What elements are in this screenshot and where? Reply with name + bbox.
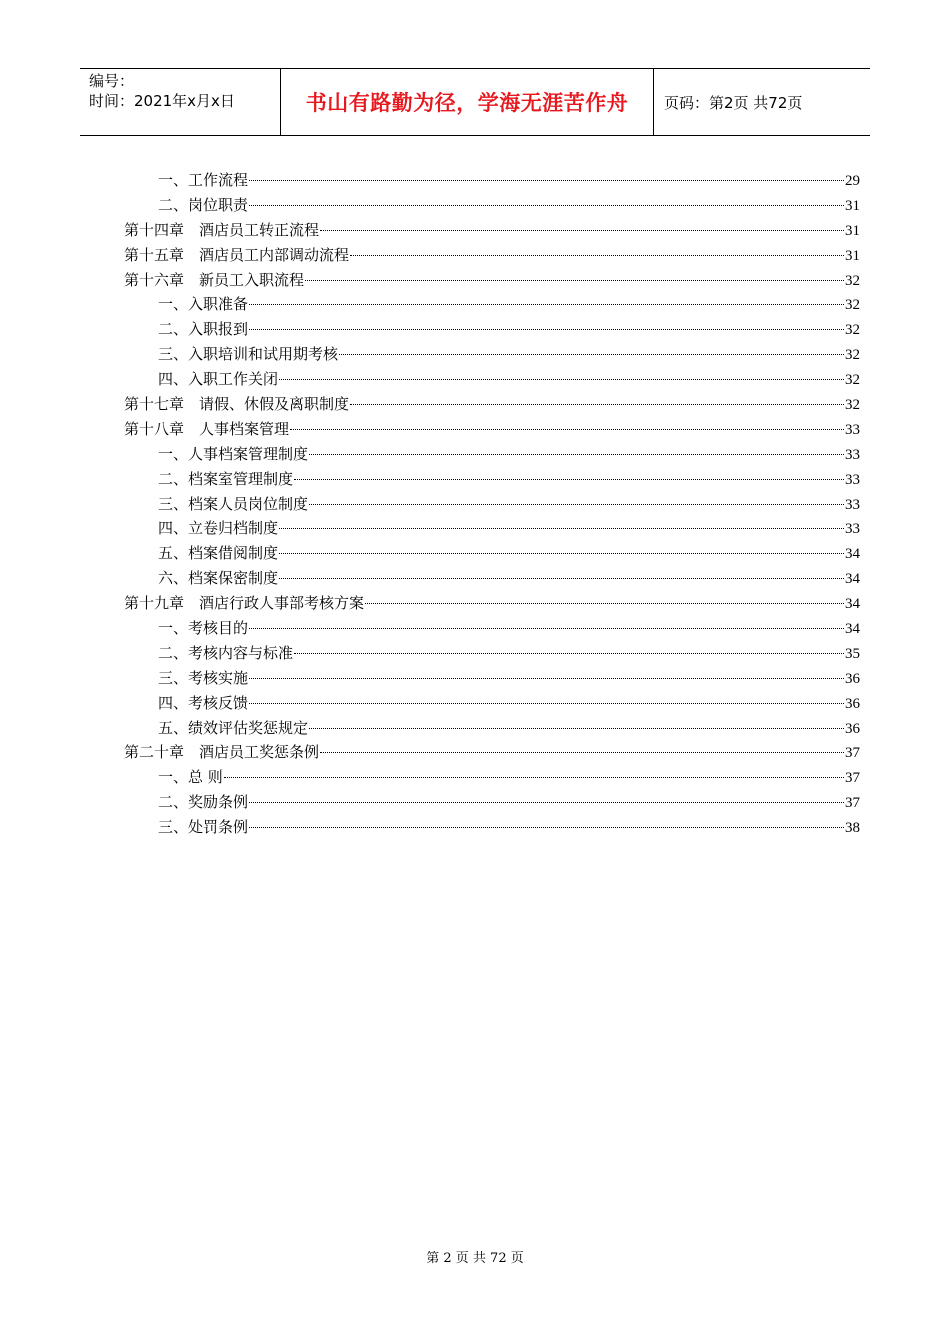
page-footer: 第 2 页 共 72 页 [426, 1251, 524, 1266]
toc-leader-dots [249, 205, 844, 206]
toc-leader-dots [224, 777, 844, 778]
toc-leader-dots [249, 827, 844, 828]
toc-leader-dots [365, 603, 844, 604]
toc-entry-label: 一、人事档案管理制度 [158, 444, 309, 463]
toc-leader-dots [249, 703, 844, 704]
toc-entry[interactable] [124, 492, 860, 517]
toc-entry-label: 三、考核实施 [158, 668, 249, 687]
toc-entry-label: 二、考核内容与标准 [158, 643, 294, 662]
toc-entry-label: 六、档案保密制度 [158, 569, 279, 588]
toc-entry-page: 32 [845, 272, 860, 289]
toc-leader-dots [249, 180, 844, 181]
toc-entry[interactable] [124, 541, 860, 566]
toc-entry[interactable] [124, 268, 860, 293]
toc-leader-dots [249, 628, 844, 629]
toc-entry-page: 34 [845, 621, 860, 638]
toc-entry[interactable] [124, 691, 860, 716]
page-header [80, 68, 870, 136]
document-number: 编号： [89, 72, 135, 90]
toc-entry[interactable] [124, 716, 860, 741]
toc-entry-page: 32 [845, 397, 860, 414]
toc-entry[interactable] [124, 740, 860, 765]
toc-leader-dots [249, 802, 844, 803]
toc-entry[interactable] [124, 417, 860, 442]
toc-entry-label: 三、处罚条例 [158, 818, 249, 837]
toc-entry-page: 36 [845, 695, 860, 712]
table-of-contents [124, 168, 860, 840]
document-time: 时间：2021年x月x日 [89, 92, 235, 110]
toc-entry-page: 31 [845, 247, 860, 264]
toc-entry[interactable] [124, 790, 860, 815]
toc-entry-page: 36 [845, 720, 860, 737]
toc-entry-label: 第十六章 新员工入职流程 [124, 270, 305, 289]
toc-entry-label: 五、绩效评估奖惩规定 [158, 718, 309, 737]
toc-entry[interactable] [124, 342, 860, 367]
toc-entry-page: 37 [845, 795, 860, 812]
toc-leader-dots [249, 304, 844, 305]
toc-entry-label: 三、入职培训和试用期考核 [158, 345, 339, 364]
toc-leader-dots [294, 479, 844, 480]
toc-entry[interactable] [124, 566, 860, 591]
toc-entry-page: 34 [845, 571, 860, 588]
toc-entry-label: 一、总 则 [158, 768, 223, 787]
toc-entry[interactable] [124, 516, 860, 541]
toc-entry-label: 第十五章 酒店员工内部调动流程 [124, 245, 350, 264]
toc-entry-label: 第二十章 酒店员工奖惩条例 [124, 743, 320, 762]
toc-leader-dots [249, 678, 844, 679]
toc-entry-page: 37 [845, 770, 860, 787]
toc-entry-page: 31 [845, 197, 860, 214]
toc-entry-page: 33 [845, 521, 860, 538]
toc-entry-page: 34 [845, 596, 860, 613]
toc-entry[interactable] [124, 218, 860, 243]
toc-leader-dots [350, 404, 844, 405]
toc-entry-page: 32 [845, 347, 860, 364]
toc-entry-page: 33 [845, 421, 860, 438]
toc-entry-page: 33 [845, 471, 860, 488]
toc-entry-page: 33 [845, 496, 860, 513]
toc-entry-page: 29 [845, 173, 860, 189]
toc-entry[interactable] [124, 168, 860, 193]
toc-entry-label: 一、考核目的 [158, 619, 249, 638]
toc-entry-page: 32 [845, 372, 860, 389]
toc-entry-page: 32 [845, 322, 860, 339]
toc-entry[interactable] [124, 467, 860, 492]
toc-entry-label: 一、工作流程 [158, 171, 249, 189]
toc-entry[interactable] [124, 243, 860, 268]
toc-entry-label: 一、入职准备 [158, 295, 249, 314]
toc-entry-label: 二、入职报到 [158, 320, 249, 339]
toc-entry[interactable] [124, 442, 860, 467]
toc-leader-dots [279, 578, 844, 579]
toc-leader-dots [290, 429, 844, 430]
toc-entry[interactable] [124, 367, 860, 392]
toc-leader-dots [305, 280, 844, 281]
toc-entry-label: 四、考核反馈 [158, 693, 249, 712]
toc-entry[interactable] [124, 616, 860, 641]
toc-entry-page: 35 [845, 645, 860, 662]
toc-entry[interactable] [124, 641, 860, 666]
toc-leader-dots [320, 752, 844, 753]
toc-leader-dots [279, 379, 844, 380]
toc-entry-label: 二、奖励条例 [158, 793, 249, 812]
header-motto: 书山有路勤为径，学海无涯苦作舟 [281, 69, 654, 135]
toc-entry-page: 36 [845, 670, 860, 687]
toc-entry[interactable] [124, 317, 860, 342]
toc-entry-page: 37 [845, 745, 860, 762]
toc-entry-label: 第十九章 酒店行政人事部考核方案 [124, 594, 365, 613]
toc-leader-dots [279, 528, 844, 529]
toc-leader-dots [309, 504, 844, 505]
toc-entry[interactable] [124, 193, 860, 218]
toc-entry-label: 四、立卷归档制度 [158, 519, 279, 538]
toc-entry-page: 38 [845, 820, 860, 837]
toc-entry-label: 第十四章 酒店员工转正流程 [124, 220, 320, 239]
toc-entry[interactable] [124, 392, 860, 417]
toc-entry-page: 31 [845, 222, 860, 239]
toc-leader-dots [309, 454, 844, 455]
toc-leader-dots [339, 354, 844, 355]
toc-leader-dots [309, 728, 844, 729]
toc-entry-label: 三、档案人员岗位制度 [158, 494, 309, 513]
toc-entry-label: 五、档案借阅制度 [158, 544, 279, 563]
toc-entry-page: 34 [845, 546, 860, 563]
toc-leader-dots [320, 230, 844, 231]
toc-entry-label: 四、入职工作关闭 [158, 370, 279, 389]
toc-entry-label: 二、岗位职责 [158, 195, 249, 214]
toc-entry-page: 32 [845, 297, 860, 314]
toc-entry[interactable] [124, 666, 860, 691]
toc-leader-dots [249, 329, 844, 330]
toc-entry[interactable] [124, 765, 860, 790]
toc-entry[interactable] [124, 292, 860, 317]
toc-leader-dots [279, 553, 844, 554]
toc-entry-page: 33 [845, 446, 860, 463]
toc-entry[interactable] [124, 815, 860, 840]
header-meta [80, 69, 281, 135]
toc-entry[interactable] [124, 591, 860, 616]
toc-leader-dots [350, 255, 844, 256]
toc-entry-label: 二、档案室管理制度 [158, 469, 294, 488]
toc-entry-label: 第十八章 人事档案管理 [124, 419, 290, 438]
toc-entry-label: 第十七章 请假、休假及离职制度 [124, 395, 350, 414]
header-page-info: 页码：第2页 共72页 [664, 93, 803, 112]
toc-leader-dots [294, 653, 844, 654]
